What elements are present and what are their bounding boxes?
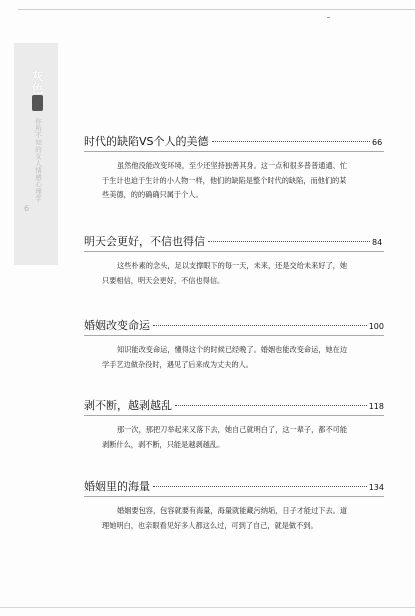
toc-entry-title: 时代的缺陷VS个人的美德 bbox=[84, 135, 209, 148]
sidebar-seal-icon bbox=[32, 95, 43, 111]
toc-entry-page: 134 bbox=[368, 483, 384, 492]
sidebar-page-number: 6 bbox=[24, 204, 30, 213]
toc-entry-page: 118 bbox=[368, 402, 384, 411]
entry-underline bbox=[84, 496, 384, 497]
toc-entry-page: 84 bbox=[372, 238, 383, 247]
toc-entry[interactable] bbox=[84, 397, 384, 452]
toc-entry-summary: 知识能改变命运，懂得这个的时候已经晚了。婚姻也能改变命运，她在边学手艺边做杂役时，遇见了后来成为丈夫的人。 bbox=[102, 345, 348, 369]
toc-entry-summary: 虽然他没能改变环境，至少还坚持独善其身。这一点和很多普普通通、忙于生计也迫于生计的小人物一样，他们的缺陷是整个时代的缺陷，而他们的某些美德，的的确确只属于个人。 bbox=[102, 161, 348, 199]
toc-entry-title: 婚姻里的海量 bbox=[84, 480, 150, 493]
toc-entry-page: 100 bbox=[368, 322, 384, 331]
sidebar-subtitle: 你所不知的女人情感心理学 bbox=[34, 118, 42, 202]
toc-entry-summary: 那一次，那把刀举起来又落下去，她自己就明白了，这一辈子，都不可能剥断什么，剥不断，只能是越剥越乱。 bbox=[102, 425, 348, 449]
dot-leader bbox=[153, 486, 367, 487]
sidebar-title: 灰色 bbox=[30, 70, 44, 94]
toc-entry-page: 66 bbox=[372, 138, 383, 147]
toc-entry-title: 明天会更好，不信也得信 bbox=[84, 235, 205, 248]
entry-underline bbox=[84, 415, 384, 416]
top-border-line bbox=[18, 9, 415, 10]
entry-underline bbox=[84, 151, 384, 152]
bottom-border-line bbox=[0, 607, 415, 608]
toc-entry[interactable] bbox=[84, 133, 384, 203]
dot-leader bbox=[153, 325, 367, 326]
toc-entry-summary: 婚姻要包容，包容就要有海量，海量就能藏污纳垢，日子才能过下去。道理她明白，也亲眼看见好多人都这么过，可到了自己，就是做不到。 bbox=[102, 506, 348, 530]
dot-leader bbox=[175, 405, 367, 406]
top-mark bbox=[327, 17, 330, 18]
entry-underline bbox=[84, 335, 384, 336]
toc-entry-summary: 这些朴素的念头，足以支撑眼下的每一天，未来，还是交给未来好了，她只要相信，明天会更好，不信也得信。 bbox=[102, 261, 348, 285]
toc-entry-title: 剥不断，越剥越乱 bbox=[84, 399, 172, 412]
dot-leader bbox=[208, 241, 370, 242]
toc-entry[interactable] bbox=[84, 478, 384, 533]
toc-entry[interactable] bbox=[84, 233, 384, 288]
toc-entry-title: 婚姻改变命运 bbox=[84, 319, 150, 332]
entry-underline bbox=[84, 251, 384, 252]
dot-leader bbox=[212, 141, 370, 142]
toc-entry[interactable] bbox=[84, 317, 384, 372]
